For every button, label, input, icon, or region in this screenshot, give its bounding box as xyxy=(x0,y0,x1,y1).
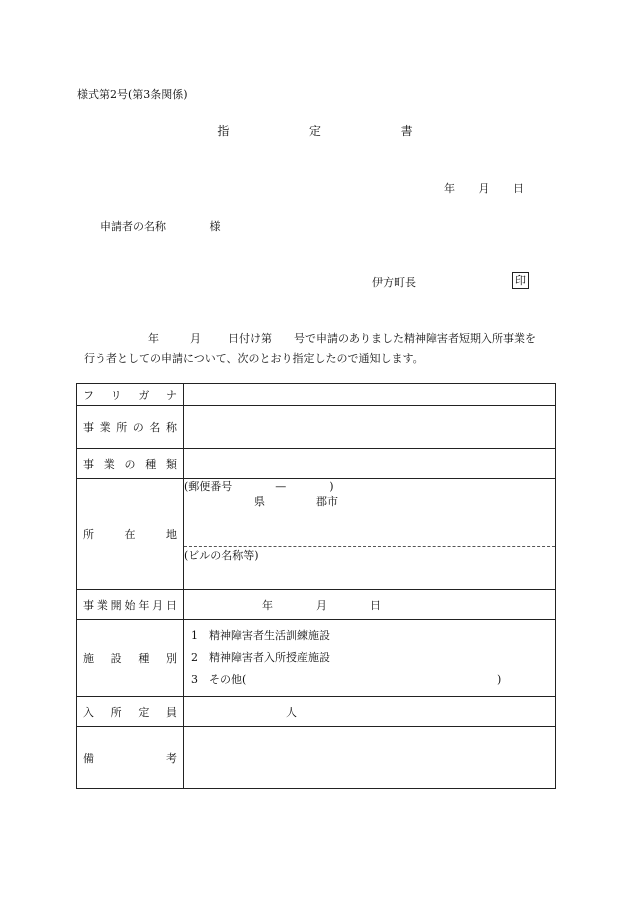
remarks-label: 備 考 xyxy=(77,727,184,789)
row-location xyxy=(77,479,556,547)
row-business-type xyxy=(77,449,556,479)
form-id: 様式第2号(第3条関係) xyxy=(77,88,188,101)
facility-close-paren: ) xyxy=(497,673,502,686)
seal-mark: 印 xyxy=(512,272,529,289)
start-date-field[interactable]: 年 月 日 xyxy=(184,590,556,620)
remarks-field[interactable] xyxy=(184,727,556,789)
capacity-field[interactable]: 人 xyxy=(184,697,556,727)
furigana-field[interactable] xyxy=(184,384,556,406)
row-capacity xyxy=(77,697,556,727)
body-month: 月 xyxy=(190,332,201,345)
postal-line: (郵便番号 — ) xyxy=(184,480,334,493)
start-date-label: 事 業 開 始 年 月 日 xyxy=(77,590,184,620)
row-facility-type xyxy=(77,620,556,697)
recipient-honorific: 様 xyxy=(209,220,221,233)
month-label: 月 xyxy=(478,182,490,195)
facility-option[interactable]: 1 精神障害者生活訓練施設 xyxy=(191,629,330,642)
office-name-label: 事 業 所 の 名 称 xyxy=(77,406,184,449)
business-type-field[interactable] xyxy=(184,449,556,479)
facility-type-field[interactable] xyxy=(184,620,556,697)
row-remarks xyxy=(77,727,556,789)
body-text-line1 xyxy=(148,330,536,346)
postal-dash: — xyxy=(275,480,287,493)
capacity-label: 入 所 定 員 xyxy=(77,697,184,727)
building-field[interactable] xyxy=(184,547,556,590)
row-furigana xyxy=(77,384,556,406)
body-year: 年 xyxy=(148,332,159,345)
body-line1-text: 日付け第 号で申請のありました精神障害者短期入所事業を xyxy=(228,332,536,345)
recipient xyxy=(100,218,221,234)
title-char: 指 xyxy=(217,124,230,138)
facility-option[interactable]: 2 精神障害者入所授産施設 xyxy=(191,651,330,664)
designation-table xyxy=(76,383,556,789)
issuer-name: 伊方町長 xyxy=(372,276,416,289)
business-type-label: 事 業 の 種 類 xyxy=(77,449,184,479)
office-name-field[interactable] xyxy=(184,406,556,449)
title-char: 書 xyxy=(400,124,413,138)
issue-date xyxy=(444,180,524,196)
location-label: 所 在 地 xyxy=(77,479,184,590)
facility-option[interactable]: 3 その他( ) xyxy=(191,669,548,691)
row-office-name xyxy=(77,406,556,449)
prefecture-line: 県 郡市 xyxy=(254,495,338,508)
furigana-label: フ リ ガ ナ xyxy=(77,384,184,406)
building-label: (ビルの名称等) xyxy=(184,549,259,562)
document-title xyxy=(0,122,630,139)
day-label: 日 xyxy=(513,182,524,195)
facility-type-label: 施 設 種 別 xyxy=(77,620,184,697)
body-text-line2: 行う者としての申請について、次のとおり指定したので通知します。 xyxy=(84,352,424,365)
title-char: 定 xyxy=(308,124,321,138)
row-start-date xyxy=(77,590,556,620)
address-field[interactable] xyxy=(184,479,556,547)
recipient-label: 申請者の名称 xyxy=(100,220,166,233)
year-label: 年 xyxy=(444,182,455,195)
